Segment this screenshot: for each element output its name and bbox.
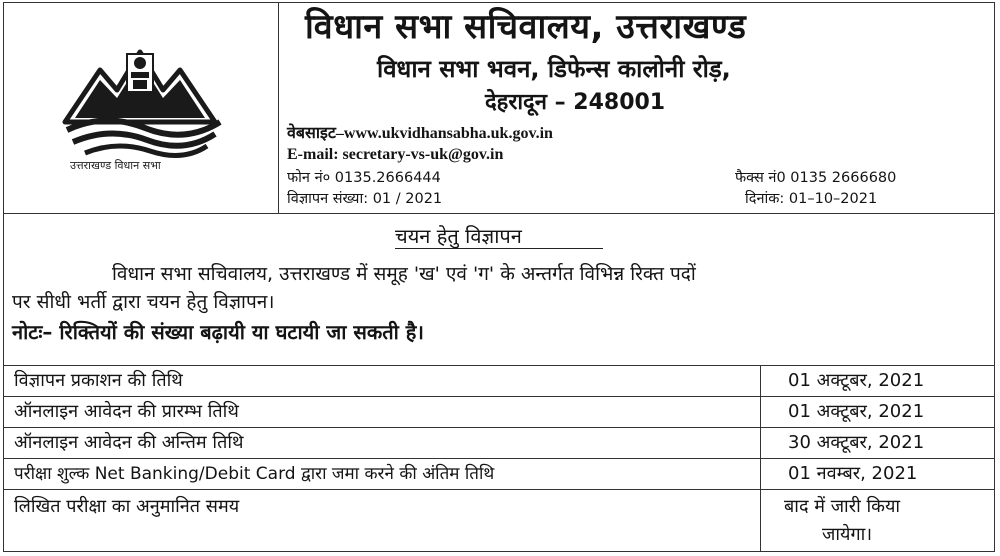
logo-caption: उत्तराखण्ड विधान सभा — [70, 159, 161, 172]
table-row-divider — [3, 458, 995, 459]
address-line-2: देहरादून – 248001 — [485, 90, 666, 115]
address-line-1: विधान सभा भवन, डिफेन्स कालोनी रोड़, — [377, 55, 731, 83]
fax-text: फैक्स नं0 0135 2666680 — [735, 170, 897, 186]
page-title: विधान सभा सचिवालय, उत्तराखण्ड — [305, 7, 747, 47]
table-cell-label: विज्ञापन प्रकाशन की तिथि — [14, 370, 183, 391]
table-top-border — [3, 365, 995, 366]
table-row-divider — [3, 396, 995, 397]
table-cell-value: 30 अक्टूबर, 2021 — [788, 432, 925, 453]
notice-note: नोटः– रिक्तियों की संख्या बढ़ायी या घटायी जा सकती है। — [12, 320, 425, 344]
notice-paragraph-line-2: पर सीधी भर्ती द्वारा चयन हेतु विज्ञापन। — [12, 291, 275, 313]
table-cell-value: 01 नवम्बर, 2021 — [788, 463, 918, 484]
table-cell-label: ऑनलाइन आवेदन की प्रारम्भ तिथि — [14, 401, 239, 422]
table-cell-value: बाद में जारी किया — [784, 496, 901, 517]
date-text: दिनांक: 01–10–2021 — [745, 191, 878, 207]
table-row-divider — [3, 427, 995, 428]
table-column-divider — [760, 365, 761, 552]
table-row-divider — [3, 489, 995, 490]
table-cell-label: ऑनलाइन आवेदन की अन्तिम तिथि — [14, 432, 244, 453]
email-text: E-mail: secretary-vs-uk@gov.in — [287, 146, 504, 163]
notice-paragraph-line-1: विधान सभा सचिवालय, उत्तराखण्ड में समूह 'ख' एवं 'ग' के अन्तर्गत विभिन्न रिक्त पदों — [112, 263, 696, 285]
heading-underline — [395, 248, 603, 249]
ad-number-text: विज्ञापन संख्या: 01 / 2021 — [287, 191, 443, 207]
table-cell-label: परीक्षा शुल्क Net Banking/Debit Card द्वारा जमा करने की अंतिम तिथि — [14, 464, 495, 484]
header-divider-vertical — [278, 2, 279, 213]
table-cell-value: 01 अक्टूबर, 2021 — [788, 401, 925, 422]
header-divider-horizontal — [3, 213, 995, 214]
notice-heading: चयन हेतु विज्ञापन — [395, 224, 522, 248]
table-cell-value-continued: जायेगा। — [822, 524, 873, 545]
table-cell-value: 01 अक्टूबर, 2021 — [788, 370, 925, 391]
table-cell-label: लिखित परीक्षा का अनुमानित समय — [14, 496, 240, 517]
website-text: वेबसाइट–www.ukvidhansabha.uk.gov.in — [287, 125, 553, 142]
phone-text: फोन नं० 0135.2666444 — [287, 170, 441, 186]
